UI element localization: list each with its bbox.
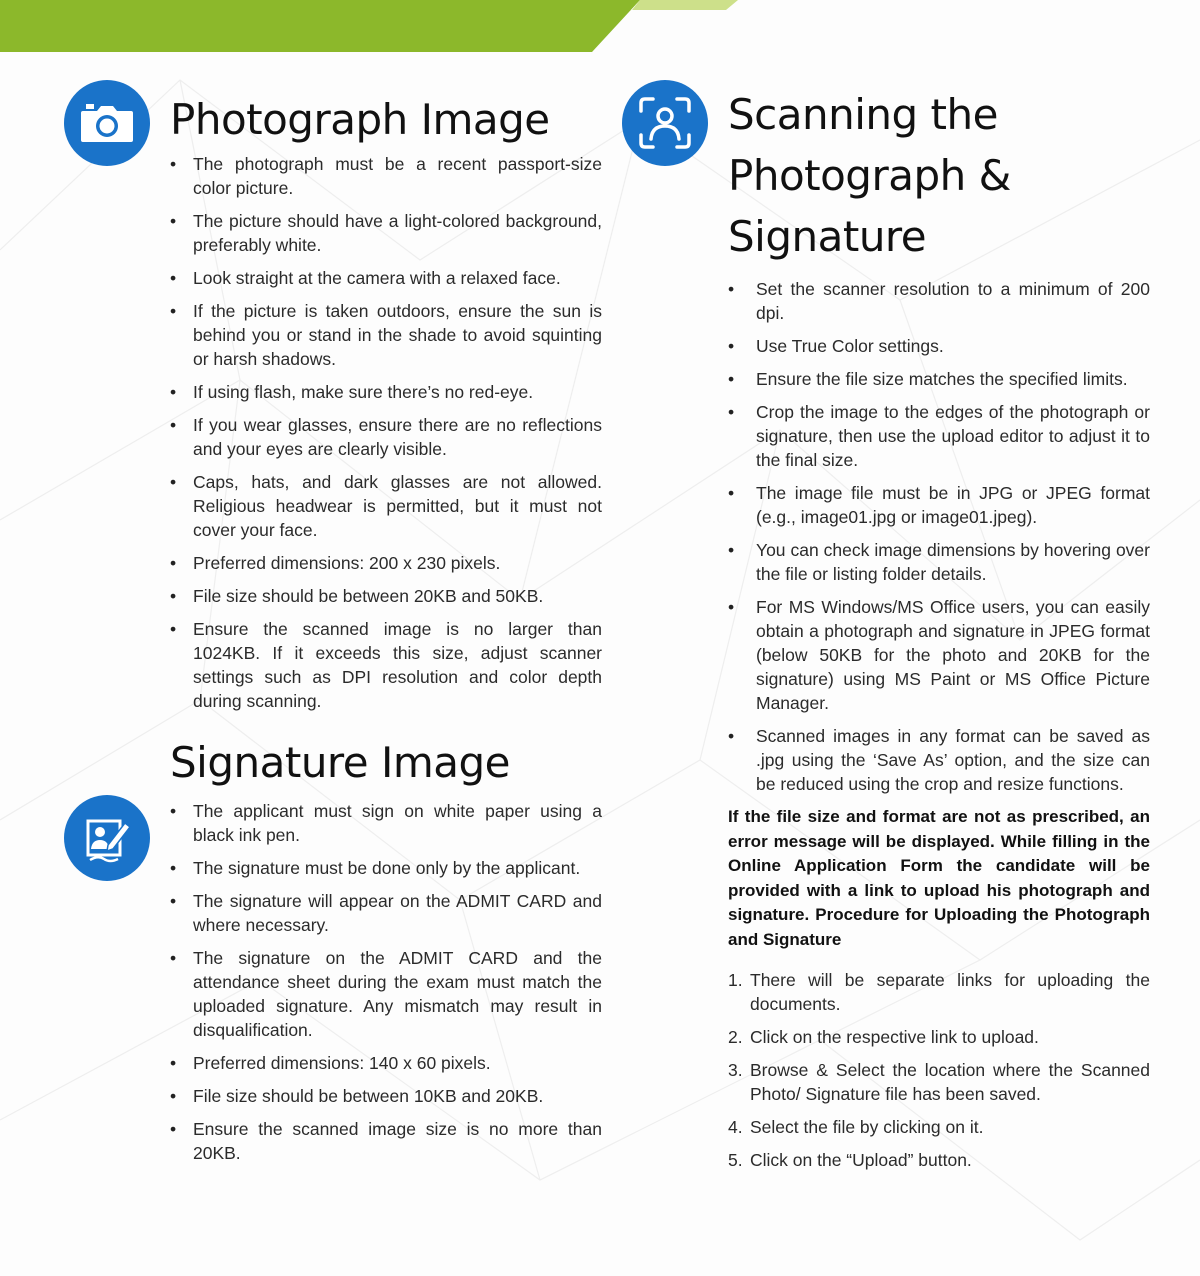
list-item: • The image file must be in JPG or JPEG format (e.g., image01.jpg or image01.jpeg). <box>728 481 1150 529</box>
list-item <box>728 968 1150 1016</box>
list-item: • Ensure the scanned image size is no more than 20KB. <box>170 1117 602 1165</box>
step-number: 4. <box>728 1117 743 1137</box>
list-item: • Ensure the scanned image is no larger than 1024KB. If it exceeds this size, adjust scanner settings such as DPI resolution and color depth during scanning. <box>170 617 602 713</box>
left-column <box>170 92 602 1174</box>
list-item: • Look straight at the camera with a relaxed face. <box>170 266 602 290</box>
header-green-band <box>0 0 1200 60</box>
camera-icon <box>64 80 150 166</box>
scanning-heading-line: Scanning the <box>728 90 998 139</box>
step-number: 3. <box>728 1060 743 1080</box>
list-item: • The signature will appear on the ADMIT CARD and where necessary. <box>170 889 602 937</box>
list-item: • File size should be between 10KB and 20KB. <box>170 1084 602 1108</box>
list-item: • Set the scanner resolution to a minimum of 200 dpi. <box>728 277 1150 325</box>
list-item: • The signature must be done only by the applicant. <box>170 856 602 880</box>
list-item: • You can check image dimensions by hovering over the file or listing folder details. <box>728 538 1150 586</box>
step-text: Click on the respective link to upload. <box>750 1027 1039 1047</box>
list-item: • Crop the image to the edges of the photograph or signature, then use the upload editor to adjust it to the final size. <box>728 400 1150 472</box>
list-item: • Preferred dimensions: 140 x 60 pixels. <box>170 1051 602 1075</box>
list-item: • The applicant must sign on white paper using a black ink pen. <box>170 799 602 847</box>
scanning-heading-line: Photograph & <box>728 151 1011 200</box>
photograph-requirements-list <box>170 152 602 713</box>
signature-requirements-list <box>170 799 602 1165</box>
list-item: • The picture should have a light-colored background, preferably white. <box>170 209 602 257</box>
list-item: • The photograph must be a recent passport-size color picture. <box>170 152 602 200</box>
list-item: • Preferred dimensions: 200 x 230 pixels. <box>170 551 602 575</box>
step-text: Browse & Select the location where the Scanned Photo/ Signature file has been saved. <box>750 1060 1150 1104</box>
face-scan-icon <box>622 80 708 166</box>
list-item: • Scanned images in any format can be saved as .jpg using the ‘Save As’ option, and the size can be reduced using the crop and resize functions. <box>728 724 1150 796</box>
signature-pen-icon <box>64 795 150 881</box>
list-item: • For MS Windows/MS Office users, you can easily obtain a photograph and signature in JPEG format (below 50KB for the photo and 20KB for the signature) using MS Paint or MS Office Picture Manager. <box>728 595 1150 715</box>
upload-steps-list <box>728 968 1150 1172</box>
scanning-heading <box>728 84 1150 267</box>
step-text: There will be separate links for uploading the documents. <box>750 970 1150 1014</box>
list-item <box>728 1115 1150 1139</box>
signature-heading: Signature Image <box>170 738 511 787</box>
step-text: Click on the “Upload” button. <box>750 1150 972 1170</box>
photograph-heading: Photograph Image <box>170 95 550 144</box>
list-item <box>728 1058 1150 1106</box>
list-item <box>728 1148 1150 1172</box>
list-item <box>728 1025 1150 1049</box>
scanning-guidelines-list <box>728 277 1150 796</box>
step-number: 1. <box>728 970 743 990</box>
list-item: • Use True Color settings. <box>728 334 1150 358</box>
list-item: • Caps, hats, and dark glasses are not allowed. Religious headwear is permitted, but it must not cover your face. <box>170 470 602 542</box>
scanning-heading-line: Signature <box>728 212 927 261</box>
list-item: • File size should be between 20KB and 50KB. <box>170 584 602 608</box>
list-item: • The signature on the ADMIT CARD and the attendance sheet during the exam must match the uploaded signature. Any mismatch may result in disqualification. <box>170 946 602 1042</box>
list-item: • If the picture is taken outdoors, ensure the sun is behind you or stand in the shade to avoid squinting or harsh shadows. <box>170 299 602 371</box>
upload-notice: If the file size and format are not as prescribed, an error message will be displayed. While filling in the Online Application Form the candidate will be provided with a link to upload his photograph and signature. Procedure for Uploading the Photograph and Signature <box>728 807 1150 949</box>
list-item: • If using flash, make sure there’s no red-eye. <box>170 380 602 404</box>
list-item: • If you wear glasses, ensure there are no reflections and your eyes are clearly visible. <box>170 413 602 461</box>
step-number: 2. <box>728 1027 743 1047</box>
step-number: 5. <box>728 1150 743 1170</box>
right-column <box>728 84 1150 1181</box>
list-item: • Ensure the file size matches the specified limits. <box>728 367 1150 391</box>
step-text: Select the file by clicking on it. <box>750 1117 984 1137</box>
